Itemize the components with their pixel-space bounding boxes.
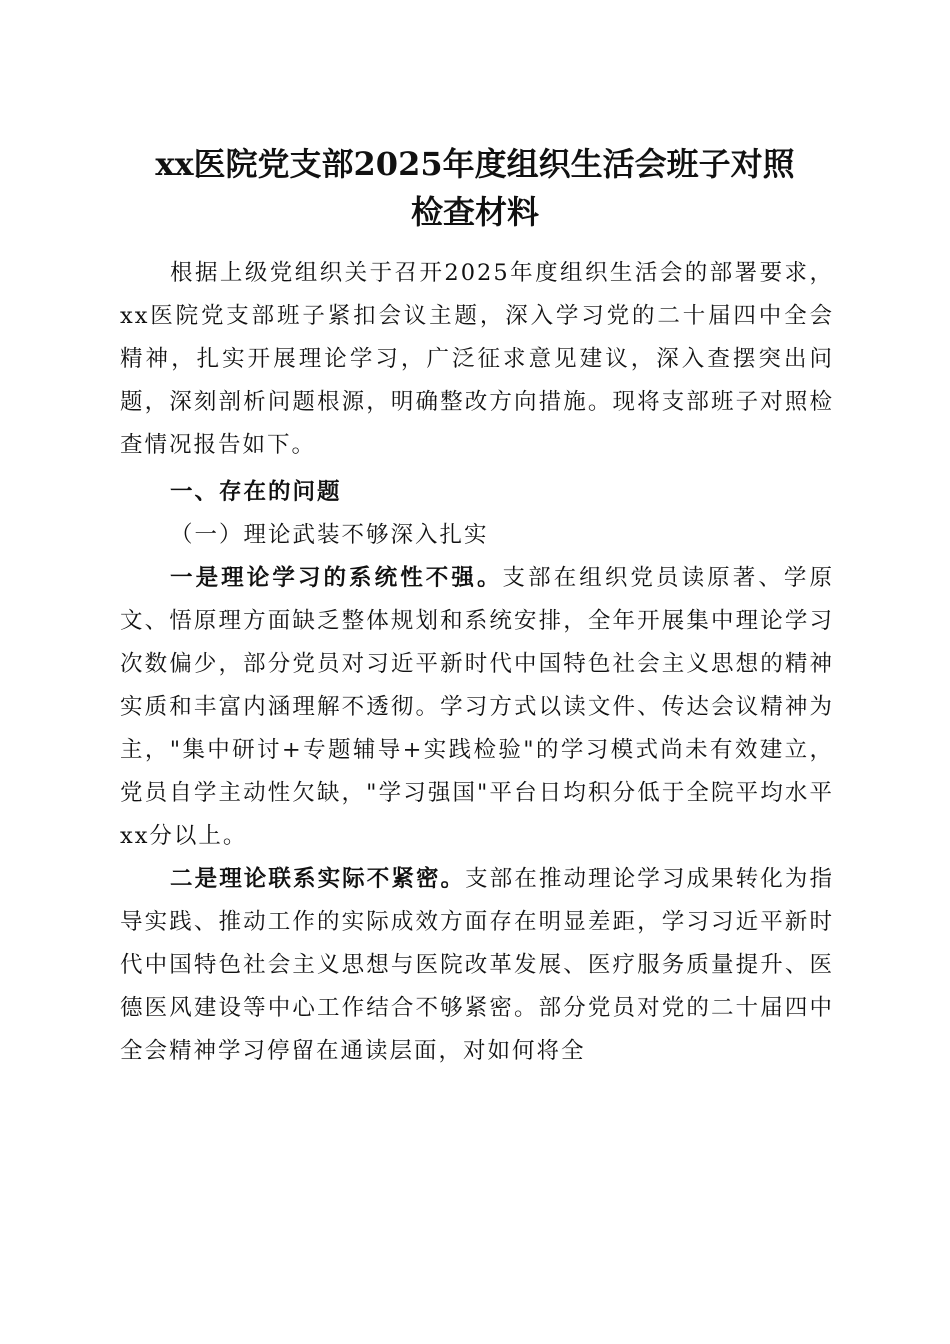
document-body	[120, 252, 834, 1073]
title-line-1: xx医院党支部2025年度组织生活会班子对照	[155, 145, 795, 183]
paragraph-two	[120, 858, 834, 1073]
paragraph-one	[120, 557, 834, 858]
document-title	[100, 140, 850, 236]
paragraph-one-lead: 一是理论学习的系统性不强。	[170, 565, 503, 591]
paragraph-two-text: 支部在推动理论学习成果转化为指导实践、推动工作的实际成效方面存在明显差距，学习习近平新时代中国特色社会主义思想与医院改革发展、医疗服务质量提升、医德医风建设等中心工作结合不够紧密。部分党员对党的二十届四中全会精神学习停留在通读层面，对如何将全	[120, 866, 834, 1064]
paragraph-one-text: 支部在组织党员读原著、学原文、悟原理方面缺乏整体规划和系统安排，全年开展集中理论学习次数偏少，部分党员对习近平新时代中国特色社会主义思想的精神实质和丰富内涵理解不透彻。学习方式以读文件、传达会议精神为主，"集中研讨+专题辅导+实践检验"的学习模式尚未有效建立，党员自学主动性欠缺，"学习强国"平台日均积分低于全院平均水平xx分以上。	[120, 565, 834, 849]
subsection-heading-theory: （一）理论武装不够深入扎实	[170, 522, 489, 548]
paragraph-two-lead: 二是理论联系实际不紧密。	[170, 866, 466, 892]
section-heading-problems: 一、存在的问题	[170, 479, 342, 505]
title-line-2: 检查材料	[410, 193, 539, 231]
intro-paragraph: 根据上级党组织关于召开2025年度组织生活会的部署要求，xx医院党支部班子紧扣会议主题，深入学习党的二十届四中全会精神，扎实开展理论学习，广泛征求意见建议，深入查摆突出问题，深刻剖析问题根源，明确整改方向措施。现将支部班子对照检查情况报告如下。	[120, 260, 834, 458]
